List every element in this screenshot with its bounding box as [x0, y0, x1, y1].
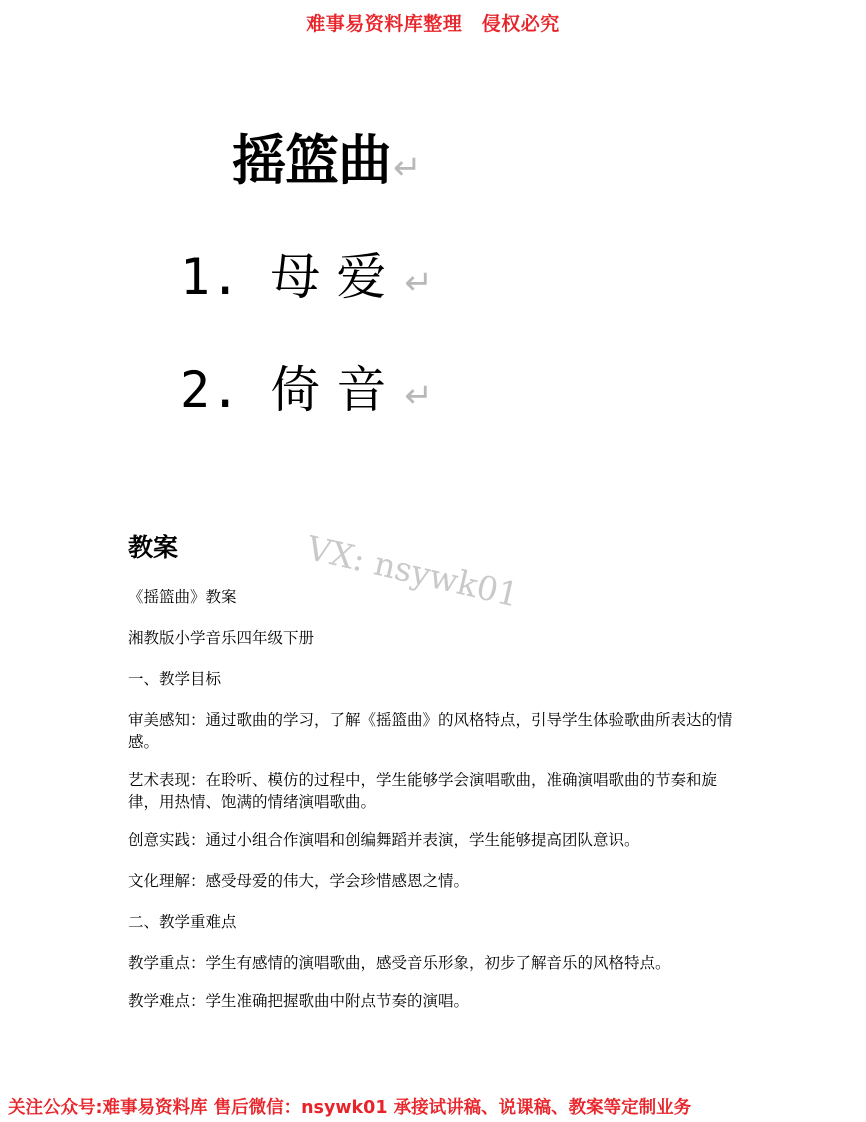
- paragraph: 创意实践：通过小组合作演唱和创编舞蹈并表演，学生能够提高团队意识。: [128, 831, 640, 849]
- paragraph: 一、教学目标: [128, 670, 222, 688]
- paragraph: 教学重点：学生有感情的演唱歌曲，感受音乐形象，初步了解音乐的风格特点。: [128, 954, 671, 972]
- paragraph: 审美感知：通过歌曲的学习，了解《摇篮曲》的风格特点，引导学生体验歌曲所表达的情感。: [128, 711, 733, 751]
- item-number: 2.: [180, 361, 241, 419]
- return-mark-icon: ↵: [393, 148, 422, 188]
- paragraph: 二、教学重难点: [128, 913, 237, 931]
- return-mark-icon: ↵: [404, 376, 433, 416]
- item-text: 母爱: [270, 248, 403, 306]
- footer-banner: 关注公众号:难事易资料库 售后微信：nsywk01 承接试讲稿、说课稿、教案等定制业务: [8, 1098, 692, 1118]
- item-text: 倚音: [270, 361, 403, 419]
- list-item: [180, 350, 433, 422]
- paragraph: 艺术表现：在聆听、模仿的过程中，学生能够学会演唱歌曲，准确演唱歌曲的节奏和旋律，用热情、饱满的情绪演唱歌曲。: [128, 771, 718, 811]
- paragraph: 湘教版小学音乐四年级下册: [128, 629, 315, 647]
- paragraph: 《摇篮曲》教案: [128, 588, 237, 606]
- title-text: 摇篮曲: [232, 129, 391, 192]
- page-title: [232, 118, 422, 195]
- paragraph: 教学难点：学生准确把握歌曲中附点节奏的演唱。: [128, 992, 470, 1010]
- paragraph: 文化理解：感受母爱的伟大，学会珍惜感恩之情。: [128, 872, 470, 890]
- item-number: 1.: [180, 248, 241, 306]
- section-heading: 教案: [128, 533, 179, 562]
- watermark: VX: nsywk01: [303, 528, 523, 615]
- header-banner: 难事易资料库整理 侵权必究: [306, 13, 560, 35]
- list-item: [180, 237, 433, 309]
- return-mark-icon: ↵: [404, 263, 433, 303]
